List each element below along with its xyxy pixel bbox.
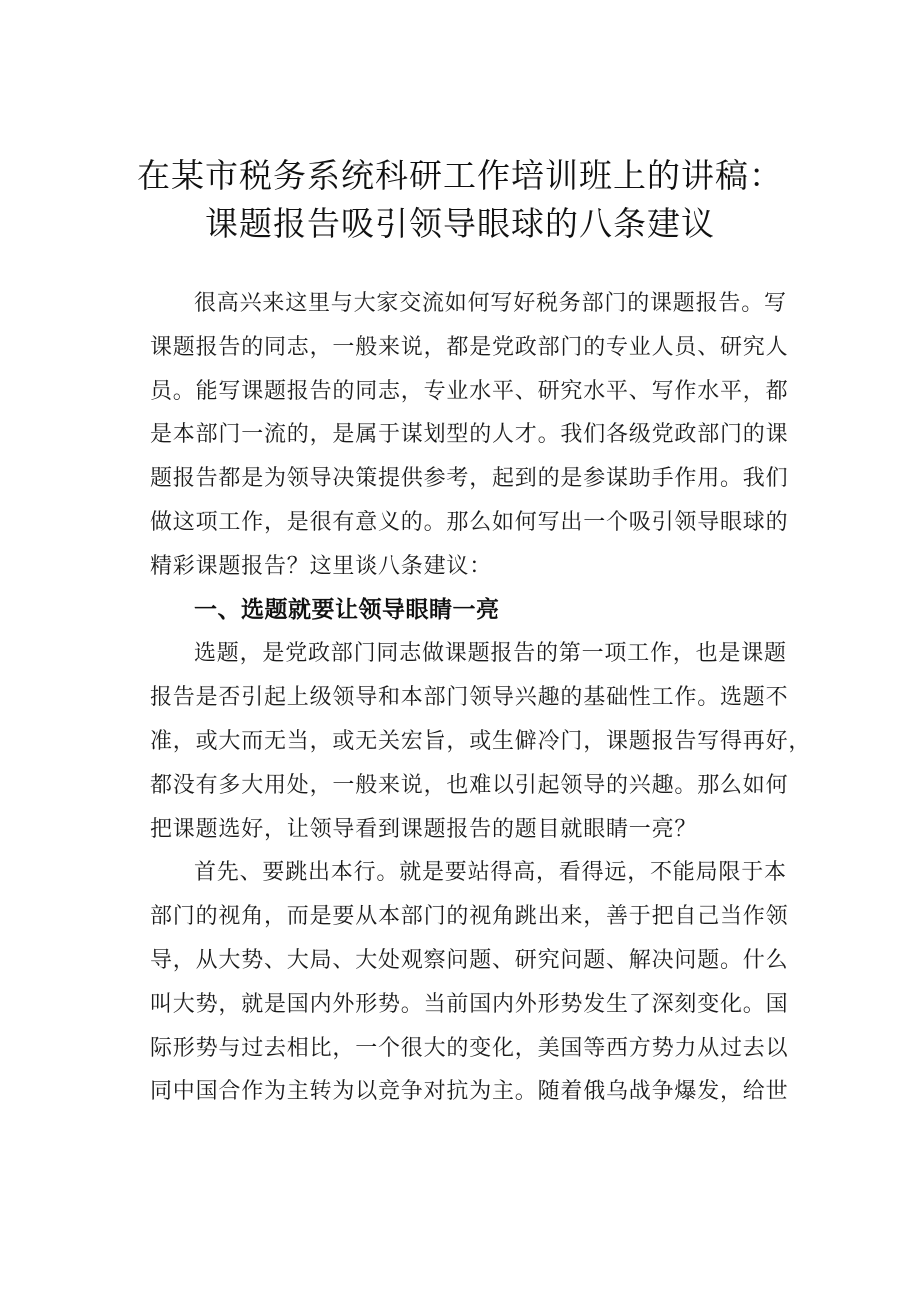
document-body bbox=[150, 282, 812, 1114]
intro-line: 题报告都是为领导决策提供参考，起到的是参谋助手作用。我们 bbox=[150, 466, 789, 492]
paragraph-line: 部门的视角，而是要从本部门的视角跳出来，善于把自己当作领 bbox=[150, 904, 789, 930]
paragraph-line: 首先、要跳出本行。就是要站得高，看得远，不能局限于本 bbox=[194, 860, 787, 886]
paragraph-line: 叫大势，就是国内外形势。当前国内外形势发生了深刻变化。国 bbox=[150, 991, 789, 1017]
intro-line: 员。能写课题报告的同志，专业水平、研究水平、写作水平，都 bbox=[150, 378, 789, 404]
paragraph-line: 选题，是党政部门同志做课题报告的第一项工作，也是课题 bbox=[194, 641, 787, 667]
title-line-1: 在某市税务系统科研工作培训班上的讲稿： bbox=[137, 156, 783, 195]
paragraph-line: 准，或大而无当，或无关宏旨，或生僻冷门，课题报告写得再好， bbox=[150, 728, 812, 754]
section-1-heading: 一、选题就要让领导眼睛一亮 bbox=[194, 596, 500, 623]
paragraph-line: 报告是否引起上级领导和本部门领导兴趣的基础性工作。选题不 bbox=[150, 685, 789, 711]
section-1-paragraph-2 bbox=[150, 851, 800, 1114]
document-title bbox=[0, 152, 920, 248]
section-1-paragraph-1 bbox=[150, 632, 812, 851]
title-line-2: 课题报告吸引领导眼球的八条建议 bbox=[205, 204, 715, 243]
intro-line: 精彩课题报告？这里谈八条建议： bbox=[150, 553, 493, 579]
intro-line: 做这项工作，是很有意义的。那么如何写出一个吸引领导眼球的 bbox=[150, 509, 789, 535]
paragraph-line: 际形势与过去相比，一个很大的变化，美国等西方势力从过去以 bbox=[150, 1035, 789, 1061]
intro-line: 课题报告的同志，一般来说，都是党政部门的专业人员、研究人 bbox=[150, 334, 789, 360]
paragraph-line: 导，从大势、大局、大处观察问题、研究问题、解决问题。什么 bbox=[150, 947, 789, 973]
paragraph-line: 把课题选好，让领导看到课题报告的题目就眼睛一亮？ bbox=[150, 816, 698, 842]
paragraph-line: 都没有多大用处，一般来说，也难以引起领导的兴趣。那么如何 bbox=[150, 772, 789, 798]
paragraph-line: 同中国合作为主转为以竞争对抗为主。随着俄乌战争爆发，给世 bbox=[150, 1079, 789, 1105]
intro-line: 是本部门一流的，是属于谋划型的人才。我们各级党政部门的课 bbox=[150, 422, 789, 448]
intro-paragraph bbox=[150, 282, 800, 589]
intro-line: 很高兴来这里与大家交流如何写好税务部门的课题报告。写 bbox=[194, 291, 787, 316]
